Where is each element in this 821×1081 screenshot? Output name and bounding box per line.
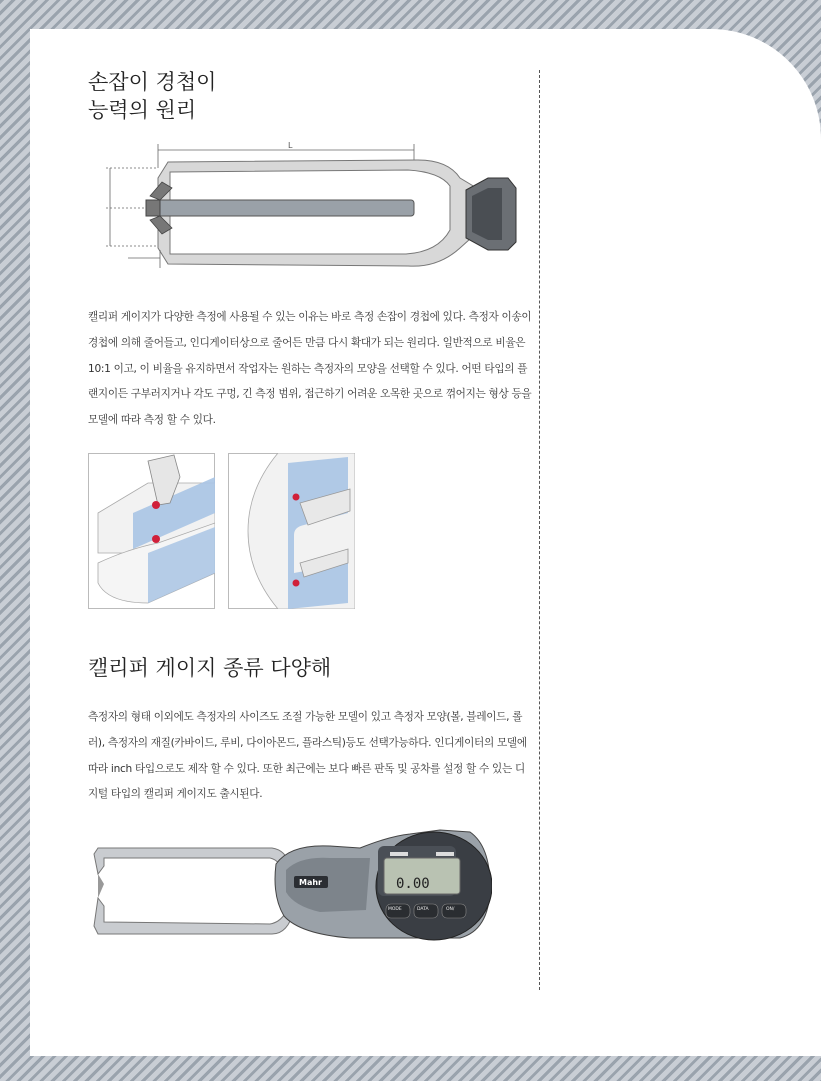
contact-point-top xyxy=(152,501,160,509)
measurement-illustration-edge xyxy=(88,453,215,609)
digital-caliper-gauge-image xyxy=(90,826,492,946)
section2-paragraph: 측정자의 형태 이외에도 측정자의 사이즈도 조절 가능한 모델이 있고 측정자 모양(볼, 블레이드, 롤러), 측정자의 재질(카바이드, 루비, 다이아몬드, 플라스틱)등도 선택가능하다. 인디게이터의 모델에 따라 inch 타입으로도 제작 할 수 있다. 또한 최근에는 보다 빠른 판독 및 공차를 설정 할 수 있는 디지털 타입의 캘리퍼 게이지도 출시된다. xyxy=(88,711,527,801)
mode-button-label: MODE xyxy=(388,907,402,912)
section1-title-line2: 능력의 원리 xyxy=(88,98,197,122)
section1-title-line1: 손잡이 경첩이 xyxy=(88,70,217,94)
data-button-label: DATA xyxy=(417,907,429,912)
lcd-value: 0.00 xyxy=(396,876,430,892)
brand-label: Mahr xyxy=(299,878,322,887)
section1-paragraph: 캘리퍼 게이지가 다양한 측정에 사용될 수 있는 이유는 바로 측정 손잡이 경첩에 있다. 측정자 이송이 경첩에 의해 줄어들고, 인디게이터상으로 줄어든 만큼 다시 확대가 되는 원리다. 일반적으로 비율은 10:1 이고, 이 비율을 유지하면서 작업자는 원하는 측정자의 모양을 선택할 수 있다. 어떤 타입의 플랜지이든 구부러지거나 각도 구멍, 긴 측정 범위, 접근하기 어려운 오목한 곳으로 꺾어지는 형상 등을 모델에 따라 측정 할 수 있다. xyxy=(88,311,532,427)
contact-point-bottom xyxy=(152,535,160,543)
caliper-lever-diagram xyxy=(88,138,520,273)
dimension-L-label: L xyxy=(288,141,293,150)
measurement-illustration-groove xyxy=(228,453,355,609)
groove-contact-top xyxy=(293,494,300,501)
on-button-label: ON/ xyxy=(446,907,455,912)
column-divider xyxy=(539,70,540,990)
section1-title xyxy=(88,68,216,124)
groove-contact-bottom xyxy=(293,580,300,587)
section2-title: 캘리퍼 게이지 종류 다양해 xyxy=(88,656,332,680)
